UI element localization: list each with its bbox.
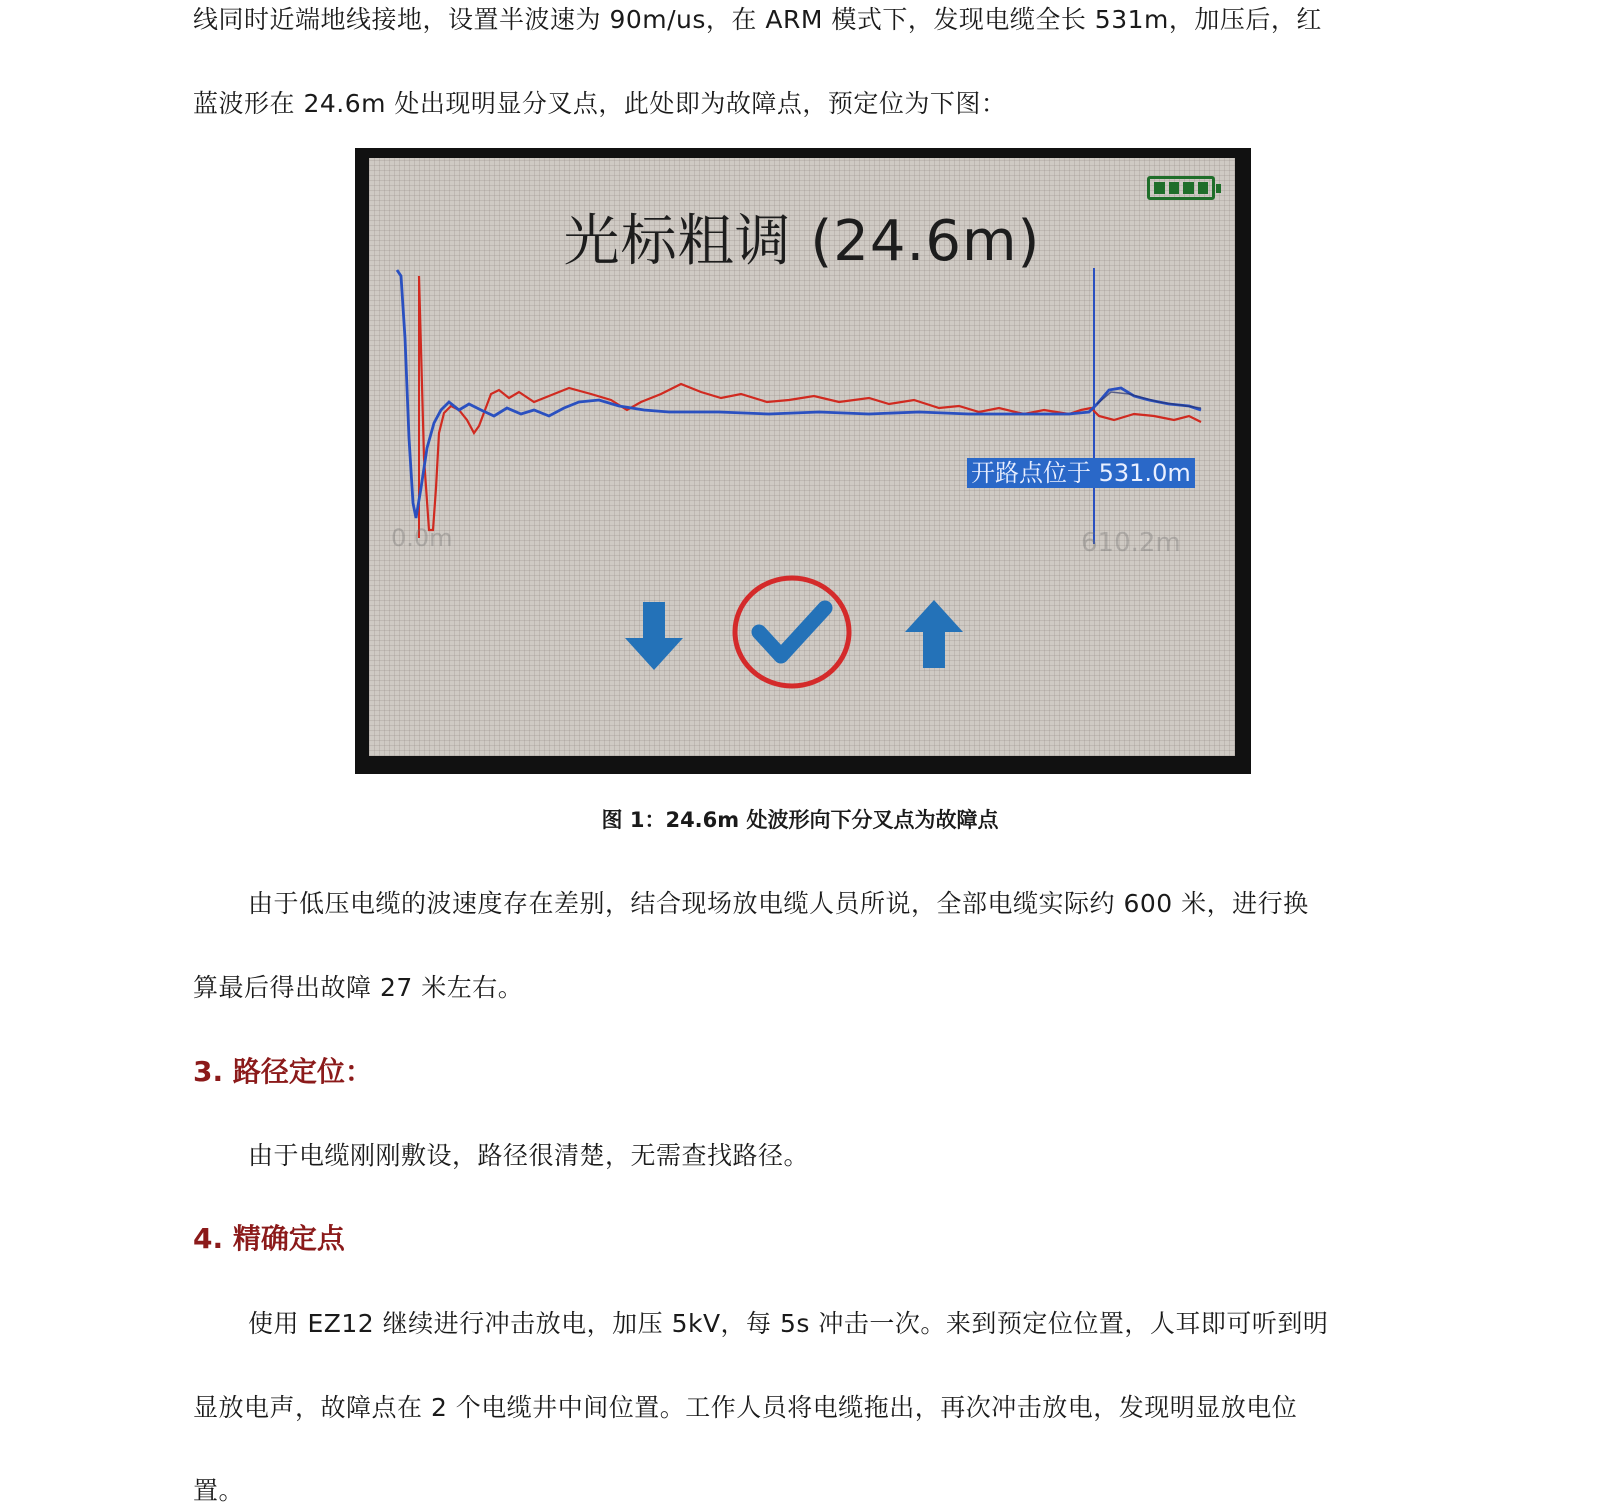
figure-caption: 图 1：24.6m 处波形向下分叉点为故障点	[601, 808, 999, 832]
down-arrow-icon[interactable]	[621, 598, 687, 678]
right-distance-marker: 610.2m	[1081, 528, 1181, 558]
paragraph-line: 由于电缆刚刚敷设，路径很清楚，无需查找路径。	[248, 1141, 810, 1170]
paragraph-line: 蓝波形在 24.6m 处出现明显分叉点，此处即为故障点，预定位为下图：	[193, 89, 1007, 118]
paragraph-line: 算最后得出故障 27 米左右。	[193, 973, 524, 1002]
section-heading: 4. 精确定点	[193, 1222, 345, 1255]
screen-title: 光标粗调 (24.6m)	[563, 209, 1041, 274]
paragraph-line: 由于低压电缆的波速度存在差别，结合现场放电缆人员所说，全部电缆实际约 600 米，进行换	[248, 889, 1309, 918]
left-distance-marker: 0.0m	[391, 524, 453, 552]
open-point-label: 开路点位于 531.0m	[967, 458, 1195, 488]
section-heading: 3. 路径定位：	[193, 1055, 373, 1088]
device-screen-photo	[355, 148, 1251, 774]
paragraph-line: 显放电声，故障点在 2 个电缆井中间位置。工作人员将电缆拖出，再次冲击放电，发现明显放电位	[193, 1393, 1298, 1422]
paragraph-line: 置。	[193, 1476, 245, 1505]
paragraph-line: 线同时近端地线接地，设置半波速为 90m/us，在 ARM 模式下，发现电缆全长 531m，加压后，红	[193, 5, 1322, 34]
device-screen	[369, 158, 1235, 756]
red-waveform	[419, 276, 1201, 530]
paragraph-line: 使用 EZ12 继续进行冲击放电，加压 5kV，每 5s 冲击一次。来到预定位位置，人耳即可听到明	[248, 1309, 1329, 1338]
confirm-check-icon[interactable]	[729, 572, 855, 696]
up-arrow-icon[interactable]	[901, 596, 967, 676]
